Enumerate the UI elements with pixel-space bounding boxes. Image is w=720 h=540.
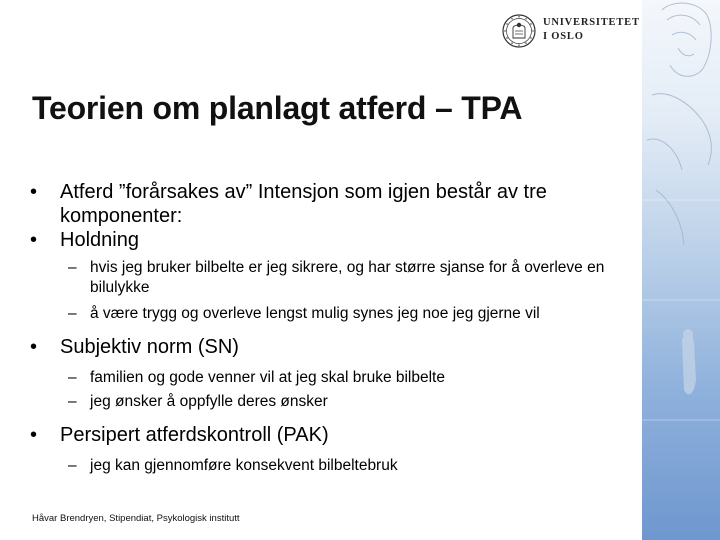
- logo-text-line1: UNIVERSITETET: [543, 17, 640, 28]
- sub-bullet-text: jeg kan gjennomføre konsekvent bilbeltebruk: [90, 457, 398, 474]
- bullet-list: [30, 180, 630, 476]
- sub-bullet-text: hvis jeg bruker bilbelte er jeg sikrere, og har større sjanse for å overleve en bilulykke: [90, 259, 605, 296]
- sub-bullet-marker: –: [68, 457, 77, 474]
- sub-bullet-marker: –: [68, 369, 77, 386]
- logo-text-line2: I OSLO: [543, 31, 584, 42]
- sub-bullet-marker: –: [68, 393, 77, 410]
- sub-bullet-item: [30, 258, 630, 298]
- bullet-text: Persipert atferdskontroll (PAK): [60, 424, 329, 446]
- bullet-item: [30, 180, 630, 228]
- bullet-marker: •: [30, 336, 38, 358]
- bullet-item: [30, 228, 630, 252]
- statue-sketch-image: [642, 0, 720, 540]
- bullet-item: [30, 423, 630, 447]
- sub-bullet-text: å være trygg og overleve lengst mulig synes jeg noe jeg gjerne vil: [90, 305, 540, 322]
- bullet-item: [30, 335, 630, 359]
- bullet-text: Atferd ”forårsakes av” Intensjon som igjen består av tre komponenter:: [60, 181, 547, 227]
- bullet-marker: •: [30, 229, 38, 251]
- bullet-text: Subjektiv norm (SN): [60, 336, 239, 358]
- sub-bullet-text: familien og gode venner vil at jeg skal bruke bilbelte: [90, 369, 445, 386]
- footer-author: Håvar Brendryen, Stipendiat, Psykologisk institutt: [32, 513, 240, 524]
- sub-bullet-item: [30, 368, 630, 388]
- sub-bullet-item: [30, 392, 630, 412]
- decorative-side-strip: [642, 0, 720, 540]
- bullet-marker: •: [30, 181, 38, 203]
- bullet-marker: •: [30, 424, 38, 446]
- sub-bullet-text: jeg ønsker å oppfylle deres ønsker: [90, 393, 328, 410]
- bullet-text: Holdning: [60, 229, 139, 251]
- sub-bullet-item: [30, 456, 630, 476]
- sub-bullet-marker: –: [68, 305, 77, 322]
- sub-bullet-item: [30, 304, 630, 324]
- university-seal-logo: [502, 14, 536, 48]
- slide-title: Teorien om planlagt atferd – TPA: [32, 90, 523, 126]
- sub-bullet-marker: –: [68, 259, 77, 276]
